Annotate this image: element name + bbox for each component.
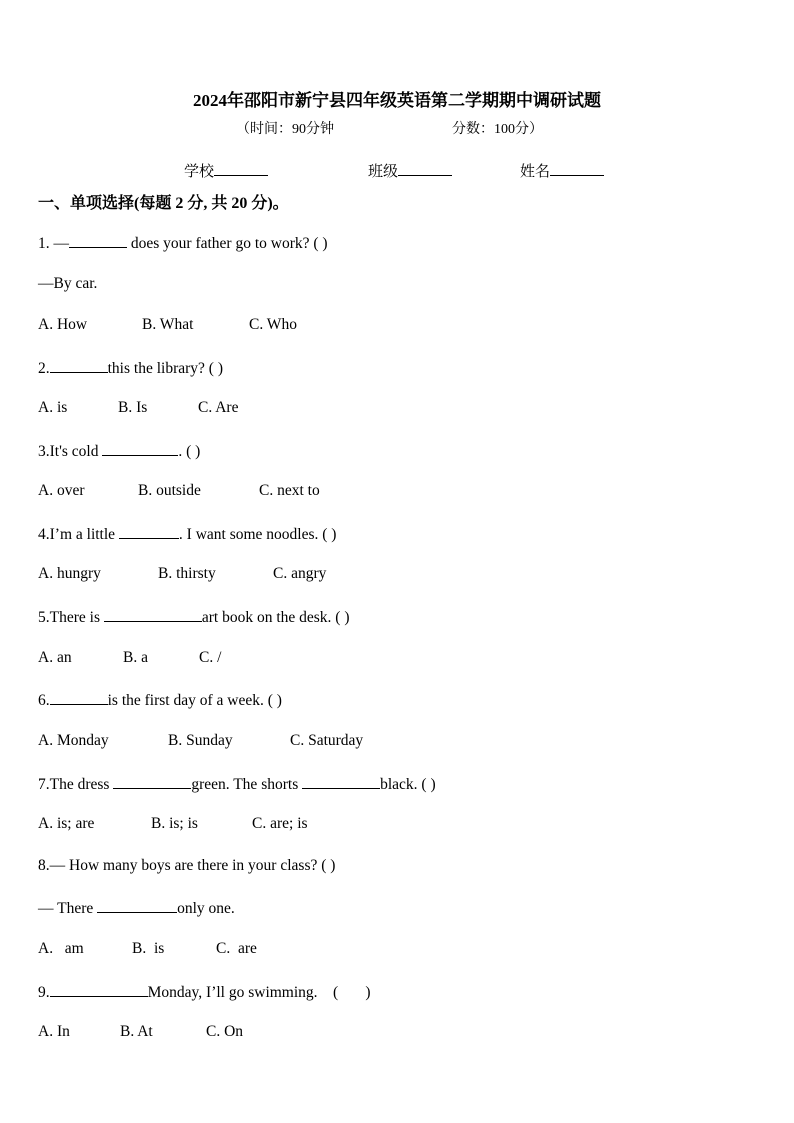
- question-4-text-a: 4.I’m a little: [38, 526, 119, 543]
- exam-title: 2024年邵阳市新宁县四年级英语第二学期期中调研试题: [193, 91, 601, 110]
- question-9-text-a: 9.: [38, 984, 50, 1001]
- section-heading: 一、单项选择(每题 2 分, 共 20 分)。: [38, 195, 289, 212]
- class-label: 班级: [368, 164, 399, 180]
- question-5-options: [38, 649, 221, 667]
- option-a[interactable]: A. am: [38, 940, 84, 957]
- option-a[interactable]: A. over: [38, 482, 85, 499]
- question-2-blank[interactable]: [50, 358, 108, 373]
- option-a[interactable]: A. hungry: [38, 565, 101, 582]
- option-c[interactable]: C. are: [216, 940, 257, 957]
- option-b[interactable]: B. What: [142, 316, 194, 333]
- option-b[interactable]: B. At: [120, 1023, 153, 1040]
- exam-time: （时间：90分钟: [236, 122, 334, 137]
- name-field[interactable]: [520, 160, 604, 181]
- question-8-answer: [38, 898, 235, 918]
- question-5-text-b: art book on the desk. ( ): [201, 609, 350, 626]
- question-8-text-b: only one.: [177, 900, 235, 917]
- question-3-text-a: 3.It's cold: [38, 443, 103, 460]
- option-a[interactable]: A. is: [38, 399, 68, 416]
- option-b[interactable]: B. a: [123, 649, 148, 666]
- option-c[interactable]: C. next to: [259, 482, 320, 499]
- question-6-options: [38, 732, 363, 750]
- question-5-text-a: 5.There is: [38, 609, 104, 626]
- option-b[interactable]: B. outside: [138, 482, 201, 499]
- question-1: [38, 233, 328, 253]
- question-7: [38, 774, 436, 794]
- question-4-options: [38, 565, 326, 583]
- option-c[interactable]: C. Are: [198, 399, 239, 416]
- question-3-options: [38, 482, 320, 500]
- option-c[interactable]: C. angry: [273, 565, 327, 582]
- question-2-text-a: 2.: [38, 360, 50, 377]
- question-6: [38, 690, 282, 710]
- question-1-answer: —By car.: [38, 275, 98, 292]
- option-c[interactable]: C. On: [206, 1023, 244, 1040]
- option-a[interactable]: A. is; are: [38, 815, 95, 832]
- question-7-text-c: black. ( ): [380, 776, 436, 793]
- option-b[interactable]: B. is; is: [151, 815, 198, 832]
- school-label: 学校: [184, 164, 215, 180]
- exam-score: 分数：100分）: [452, 122, 543, 137]
- question-8-options: [38, 940, 257, 958]
- option-a[interactable]: A. an: [38, 649, 72, 666]
- question-1-blank[interactable]: [69, 233, 127, 248]
- question-7-text-b: green. The shorts: [191, 776, 303, 793]
- question-7-options: [38, 815, 308, 833]
- question-3: [38, 441, 200, 461]
- question-7-blank-1[interactable]: [113, 774, 191, 789]
- question-9: [38, 982, 371, 1002]
- class-blank[interactable]: [398, 161, 452, 176]
- option-a[interactable]: A. How: [38, 316, 88, 333]
- option-c[interactable]: C. /: [199, 649, 222, 666]
- question-7-text-a: 7.The dress: [38, 776, 114, 793]
- option-b[interactable]: B. is: [132, 940, 165, 957]
- question-4-text-b: . I want some noodles. ( ): [178, 526, 337, 543]
- question-6-text-b: is the first day of a week. ( ): [107, 692, 282, 709]
- option-a[interactable]: A. Monday: [38, 732, 109, 749]
- school-blank[interactable]: [214, 161, 268, 176]
- option-b[interactable]: B. thirsty: [158, 565, 216, 582]
- school-field[interactable]: [184, 160, 268, 181]
- question-7-blank-2[interactable]: [302, 774, 380, 789]
- question-8-text-a: — There: [38, 900, 98, 917]
- option-c[interactable]: C. Saturday: [290, 732, 364, 749]
- class-field[interactable]: [368, 160, 452, 181]
- question-9-text-b: Monday, I’ll go swimming. ( ): [147, 984, 371, 1001]
- question-8: 8.— How many boys are there in your class? ( ): [38, 857, 336, 874]
- option-b[interactable]: B. Sunday: [168, 732, 233, 749]
- question-5-blank[interactable]: [104, 607, 202, 622]
- question-4: [38, 524, 336, 544]
- option-b[interactable]: B. Is: [118, 399, 148, 416]
- name-blank[interactable]: [550, 161, 604, 176]
- question-2-text-b: this the library? ( ): [107, 360, 223, 377]
- question-2-options: [38, 399, 238, 417]
- option-c[interactable]: C. Who: [249, 316, 297, 333]
- question-9-options: [38, 1023, 243, 1041]
- question-8-blank[interactable]: [97, 898, 177, 913]
- question-6-blank[interactable]: [50, 690, 108, 705]
- question-1-text-b: does your father go to work? ( ): [127, 235, 328, 252]
- name-label: 姓名: [520, 164, 551, 180]
- question-4-blank[interactable]: [119, 524, 179, 539]
- option-a[interactable]: A. In: [38, 1023, 70, 1040]
- question-6-text-a: 6.: [38, 692, 50, 709]
- question-1-text-a: 1. —: [38, 235, 69, 252]
- question-2: [38, 358, 223, 378]
- question-3-blank[interactable]: [102, 441, 178, 456]
- question-3-text-b: . ( ): [178, 443, 201, 460]
- question-9-blank[interactable]: [50, 982, 148, 997]
- question-5: [38, 607, 350, 627]
- question-1-options: [38, 316, 297, 334]
- option-c[interactable]: C. are; is: [252, 815, 308, 832]
